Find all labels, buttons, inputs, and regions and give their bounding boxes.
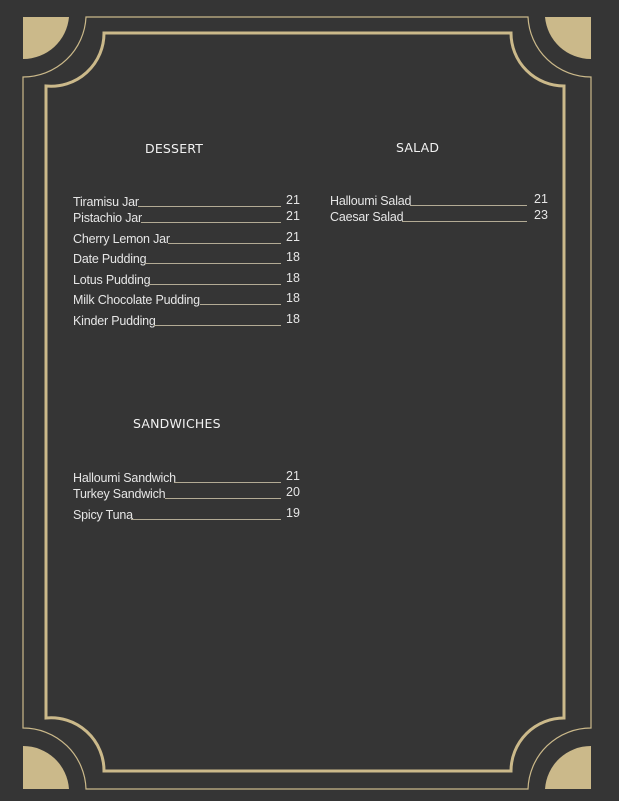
menu-item bbox=[73, 252, 303, 268]
corner-ornament-top-right bbox=[545, 17, 591, 59]
dotted-leader bbox=[141, 222, 281, 223]
dotted-leader bbox=[174, 482, 281, 483]
dotted-leader bbox=[402, 221, 527, 222]
dotted-leader bbox=[138, 206, 281, 207]
menu-item bbox=[73, 471, 303, 487]
dotted-leader bbox=[145, 263, 281, 264]
menu-item bbox=[73, 293, 303, 309]
menu-item bbox=[73, 232, 303, 248]
dotted-leader bbox=[131, 519, 281, 520]
menu-item-name: Cherry Lemon Jar bbox=[73, 232, 170, 246]
menu-item-name: Spicy Tuna bbox=[73, 508, 133, 522]
menu-item-price: 21 bbox=[286, 193, 300, 207]
menu-item bbox=[330, 210, 555, 226]
menu-item bbox=[330, 194, 555, 210]
corner-ornaments bbox=[23, 17, 591, 789]
menu-item-price: 18 bbox=[286, 271, 300, 285]
menu-item-name: Tiramisu Jar bbox=[73, 195, 139, 209]
menu-item bbox=[73, 508, 303, 524]
section-title-sandwiches: SANDWICHES bbox=[133, 416, 221, 431]
menu-item-price: 18 bbox=[286, 291, 300, 305]
menu-item-name: Caesar Salad bbox=[330, 210, 404, 224]
menu-item-price: 21 bbox=[286, 230, 300, 244]
menu-item-price: 19 bbox=[286, 506, 300, 520]
menu-item-price: 18 bbox=[286, 250, 300, 264]
menu-item-name: Halloumi Salad bbox=[330, 194, 412, 208]
outer-border bbox=[23, 17, 591, 789]
dotted-leader bbox=[165, 498, 281, 499]
menu-item-name: Date Pudding bbox=[73, 252, 147, 266]
menu-item-price: 21 bbox=[286, 209, 300, 223]
menu-item-name: Turkey Sandwich bbox=[73, 487, 166, 501]
section-title-dessert: DESSERT bbox=[145, 141, 204, 156]
menu-item-price: 18 bbox=[286, 312, 300, 326]
dotted-leader bbox=[154, 325, 281, 326]
menu-item bbox=[73, 211, 303, 227]
dotted-leader bbox=[149, 284, 281, 285]
dotted-leader bbox=[168, 243, 281, 244]
menu-item-price: 21 bbox=[286, 469, 300, 483]
menu-item-price: 23 bbox=[534, 208, 548, 222]
menu-item-name: Kinder Pudding bbox=[73, 314, 156, 328]
menu-item bbox=[73, 273, 303, 289]
menu-item bbox=[73, 314, 303, 330]
menu-item-price: 20 bbox=[286, 485, 300, 499]
dotted-leader bbox=[410, 205, 527, 206]
corner-ornament-bottom-right bbox=[545, 746, 591, 789]
dotted-leader bbox=[200, 304, 281, 305]
menu-item-name: Pistachio Jar bbox=[73, 211, 142, 225]
menu-item bbox=[73, 487, 303, 503]
menu-item-price: 21 bbox=[534, 192, 548, 206]
menu-item bbox=[73, 195, 303, 211]
menu-item-name: Milk Chocolate Pudding bbox=[73, 293, 200, 307]
inner-border bbox=[46, 33, 564, 771]
menu-item-name: Lotus Pudding bbox=[73, 273, 151, 287]
corner-ornament-bottom-left bbox=[23, 746, 69, 789]
corner-ornament-top-left bbox=[23, 17, 69, 59]
menu-item-name: Halloumi Sandwich bbox=[73, 471, 176, 485]
section-title-salad: SALAD bbox=[396, 140, 440, 155]
